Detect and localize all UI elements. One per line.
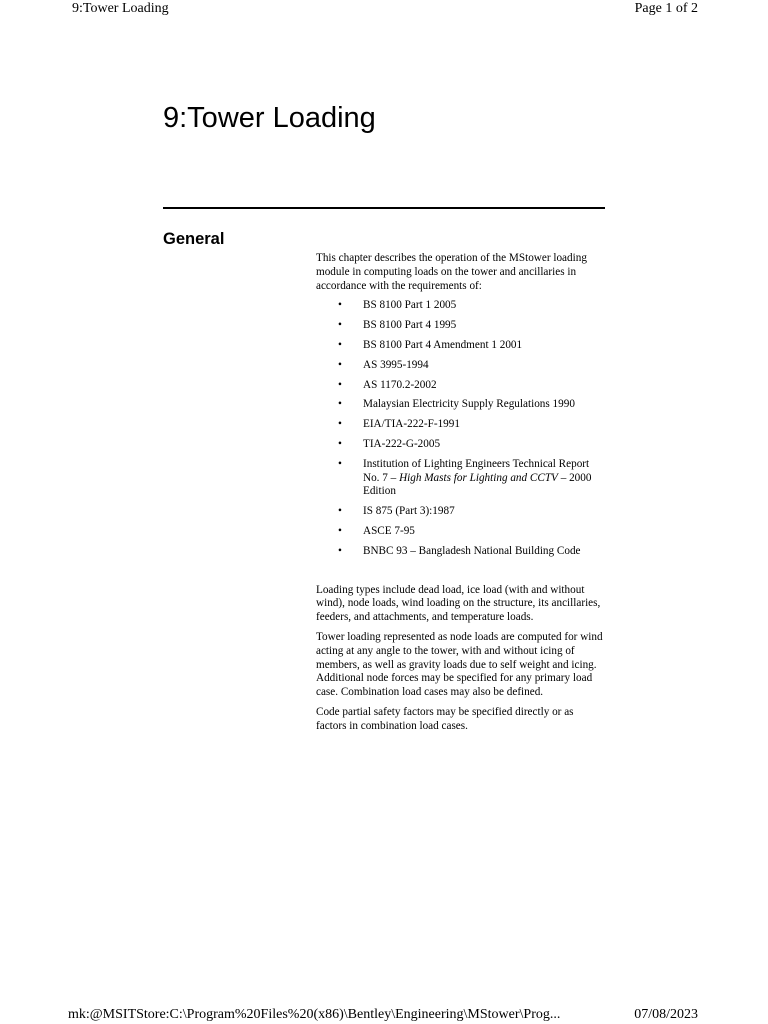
list-item: • Malaysian Electricity Supply Regulations 1990 bbox=[338, 398, 575, 411]
bullet-icon: • bbox=[338, 437, 342, 450]
list-item: • BS 8100 Part 1 2005 bbox=[338, 299, 457, 312]
bullet-icon: • bbox=[338, 378, 342, 391]
list-item: • IS 875 (Part 3):1987 bbox=[338, 505, 455, 518]
section-divider bbox=[163, 207, 605, 209]
bullet-icon: • bbox=[338, 338, 342, 351]
bullet-icon: • bbox=[338, 505, 342, 518]
safety-factors-paragraph: Code partial safety factors may be specified directly or as factors in combination load cases. bbox=[316, 705, 574, 732]
bullet-icon: • bbox=[338, 398, 342, 411]
header-page-info: Page 1 of 2 bbox=[634, 1, 698, 16]
list-item: • Institution of Lighting Engineers Technical Report No. 7 – High Masts for Lighting and CCTV – 2000 Edition bbox=[338, 457, 592, 498]
bullet-icon: • bbox=[338, 544, 342, 557]
italic-publication-title: High Masts for Lighting and CCTV bbox=[399, 471, 558, 484]
bullet-icon: • bbox=[338, 299, 342, 312]
list-item: • TIA-222-G-2005 bbox=[338, 437, 441, 450]
header-document-title: 9:Tower Loading bbox=[72, 1, 169, 16]
node-loads-paragraph: Tower loading represented as node loads are computed for wind acting at any angle to the tower, with and without icing of members, as well as gravity loads due to self weight and icing. Additional node forces may be specified for any primary load case. Combination load cases may also be defined. bbox=[316, 630, 603, 699]
section-heading-general: General bbox=[163, 230, 225, 248]
bullet-icon: • bbox=[338, 524, 342, 537]
list-item: • AS 3995-1994 bbox=[338, 358, 429, 371]
intro-paragraph: This chapter describes the operation of the MStower loading module in computing loads on the tower and ancillaries in accordance with the requirements of: bbox=[316, 252, 587, 292]
list-item: • BS 8100 Part 4 1995 bbox=[338, 319, 457, 332]
bullet-icon: • bbox=[338, 319, 342, 332]
list-item: • BS 8100 Part 4 Amendment 1 2001 bbox=[338, 338, 523, 351]
loading-types-paragraph: Loading types include dead load, ice load (with and without wind), node loads, wind loading on the structure, its ancillaries, feeders, and attachments, and temperature loads. bbox=[316, 583, 601, 624]
footer-file-path: mk:@MSITStore:C:\Program%20Files%20(x86)\Bentley\Engineering\MStower\Prog... bbox=[68, 1007, 561, 1022]
list-item: • BNBC 93 – Bangladesh National Building Code bbox=[338, 544, 581, 557]
page-title: 9:Tower Loading bbox=[163, 102, 376, 134]
list-item: • EIA/TIA-222-F-1991 bbox=[338, 418, 460, 431]
bullet-icon: • bbox=[338, 457, 342, 470]
bullet-icon: • bbox=[338, 418, 342, 431]
footer-date: 07/08/2023 bbox=[634, 1007, 698, 1022]
body-column bbox=[316, 252, 606, 740]
list-item: • AS 1170.2-2002 bbox=[338, 378, 437, 391]
bullet-icon: • bbox=[338, 358, 342, 371]
list-item: • ASCE 7-95 bbox=[338, 524, 415, 537]
standards-list bbox=[316, 299, 606, 558]
